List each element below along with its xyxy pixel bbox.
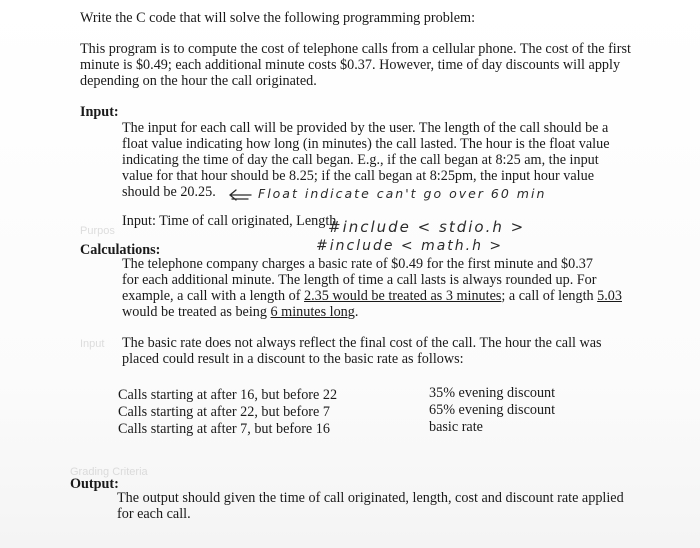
input-line: indicating the time of day the call began. E.g., if the call began at 8:25 am, the input (122, 152, 599, 168)
calc-line (122, 304, 358, 320)
intro-line: depending on the hour the call originated. (80, 73, 317, 89)
bleed-text: Input (80, 338, 105, 350)
calc-line (122, 288, 622, 304)
input-line: value for that hour should be 8.25; if the call began at 8:25pm, the input hour value (122, 168, 595, 184)
document-title: Write the C code that will solve the following programming problem: (80, 10, 476, 26)
handwritten-include-stdio: #include < stdio.h > (328, 218, 526, 236)
input-line: float value indicating how long (in minutes) the call lasted. The hour is the float value (122, 136, 610, 152)
underlined-example: 2.35 would be treated as 3 minutes (304, 288, 502, 304)
calc-line: The telephone company charges a basic rate of $0.49 for the first minute and $0.37 (122, 256, 593, 272)
discount-rate: 35% evening discount (429, 385, 556, 401)
arrow-left-icon (228, 188, 252, 206)
calc-text: would be treated as being (122, 304, 271, 320)
discount-period: Calls starting at after 16, but before 22 (118, 387, 338, 403)
discount-period: Calls starting at after 7, but before 16 (118, 421, 330, 437)
discount-period: Calls starting at after 22, but before 7 (118, 404, 330, 420)
input-line: The input for each call will be provided by the user. The length of the call should be a (122, 120, 609, 136)
handwritten-note: Float indicate can't go over 60 min (258, 186, 547, 201)
discount-rate: 65% evening discount (429, 402, 556, 418)
bleed-text: Purpos (80, 225, 115, 237)
basic-rate-line: The basic rate does not always reflect the final cost of the call. The hour the call was (122, 335, 602, 351)
intro-line: This program is to compute the cost of telephone calls from a cellular phone. The cost of the first (80, 41, 631, 57)
calculations-heading: Calculations: (80, 242, 161, 258)
underlined-example: 6 minutes long (270, 304, 355, 320)
basic-rate-line: placed could result in a discount to the basic rate as follows: (122, 351, 464, 367)
input-format-line: Input: Time of call originated, Length (122, 213, 337, 229)
output-line: The output should given the time of call originated, length, cost and discount rate applied (117, 490, 624, 506)
calc-text: ; a call of length (501, 288, 598, 304)
calc-text: example, a call with a length of (122, 288, 305, 304)
intro-line: minute is $0.49; each additional minute costs $0.37. However, time of day discounts will apply (80, 57, 621, 73)
calc-line: for each additional minute. The length of time a call lasts is always rounded up. For (122, 272, 597, 288)
output-line: for each call. (117, 506, 191, 522)
underlined-example: 5.03 (597, 288, 622, 304)
handwritten-include-math: #include < math.h > (316, 238, 504, 254)
calc-text: . (354, 304, 359, 320)
input-line: should be 20.25. (122, 184, 216, 200)
input-heading: Input: (80, 104, 119, 120)
discount-rate: basic rate (429, 419, 483, 435)
output-heading: Output: (70, 476, 119, 492)
bleed-text: Grading Criteria (70, 466, 148, 478)
